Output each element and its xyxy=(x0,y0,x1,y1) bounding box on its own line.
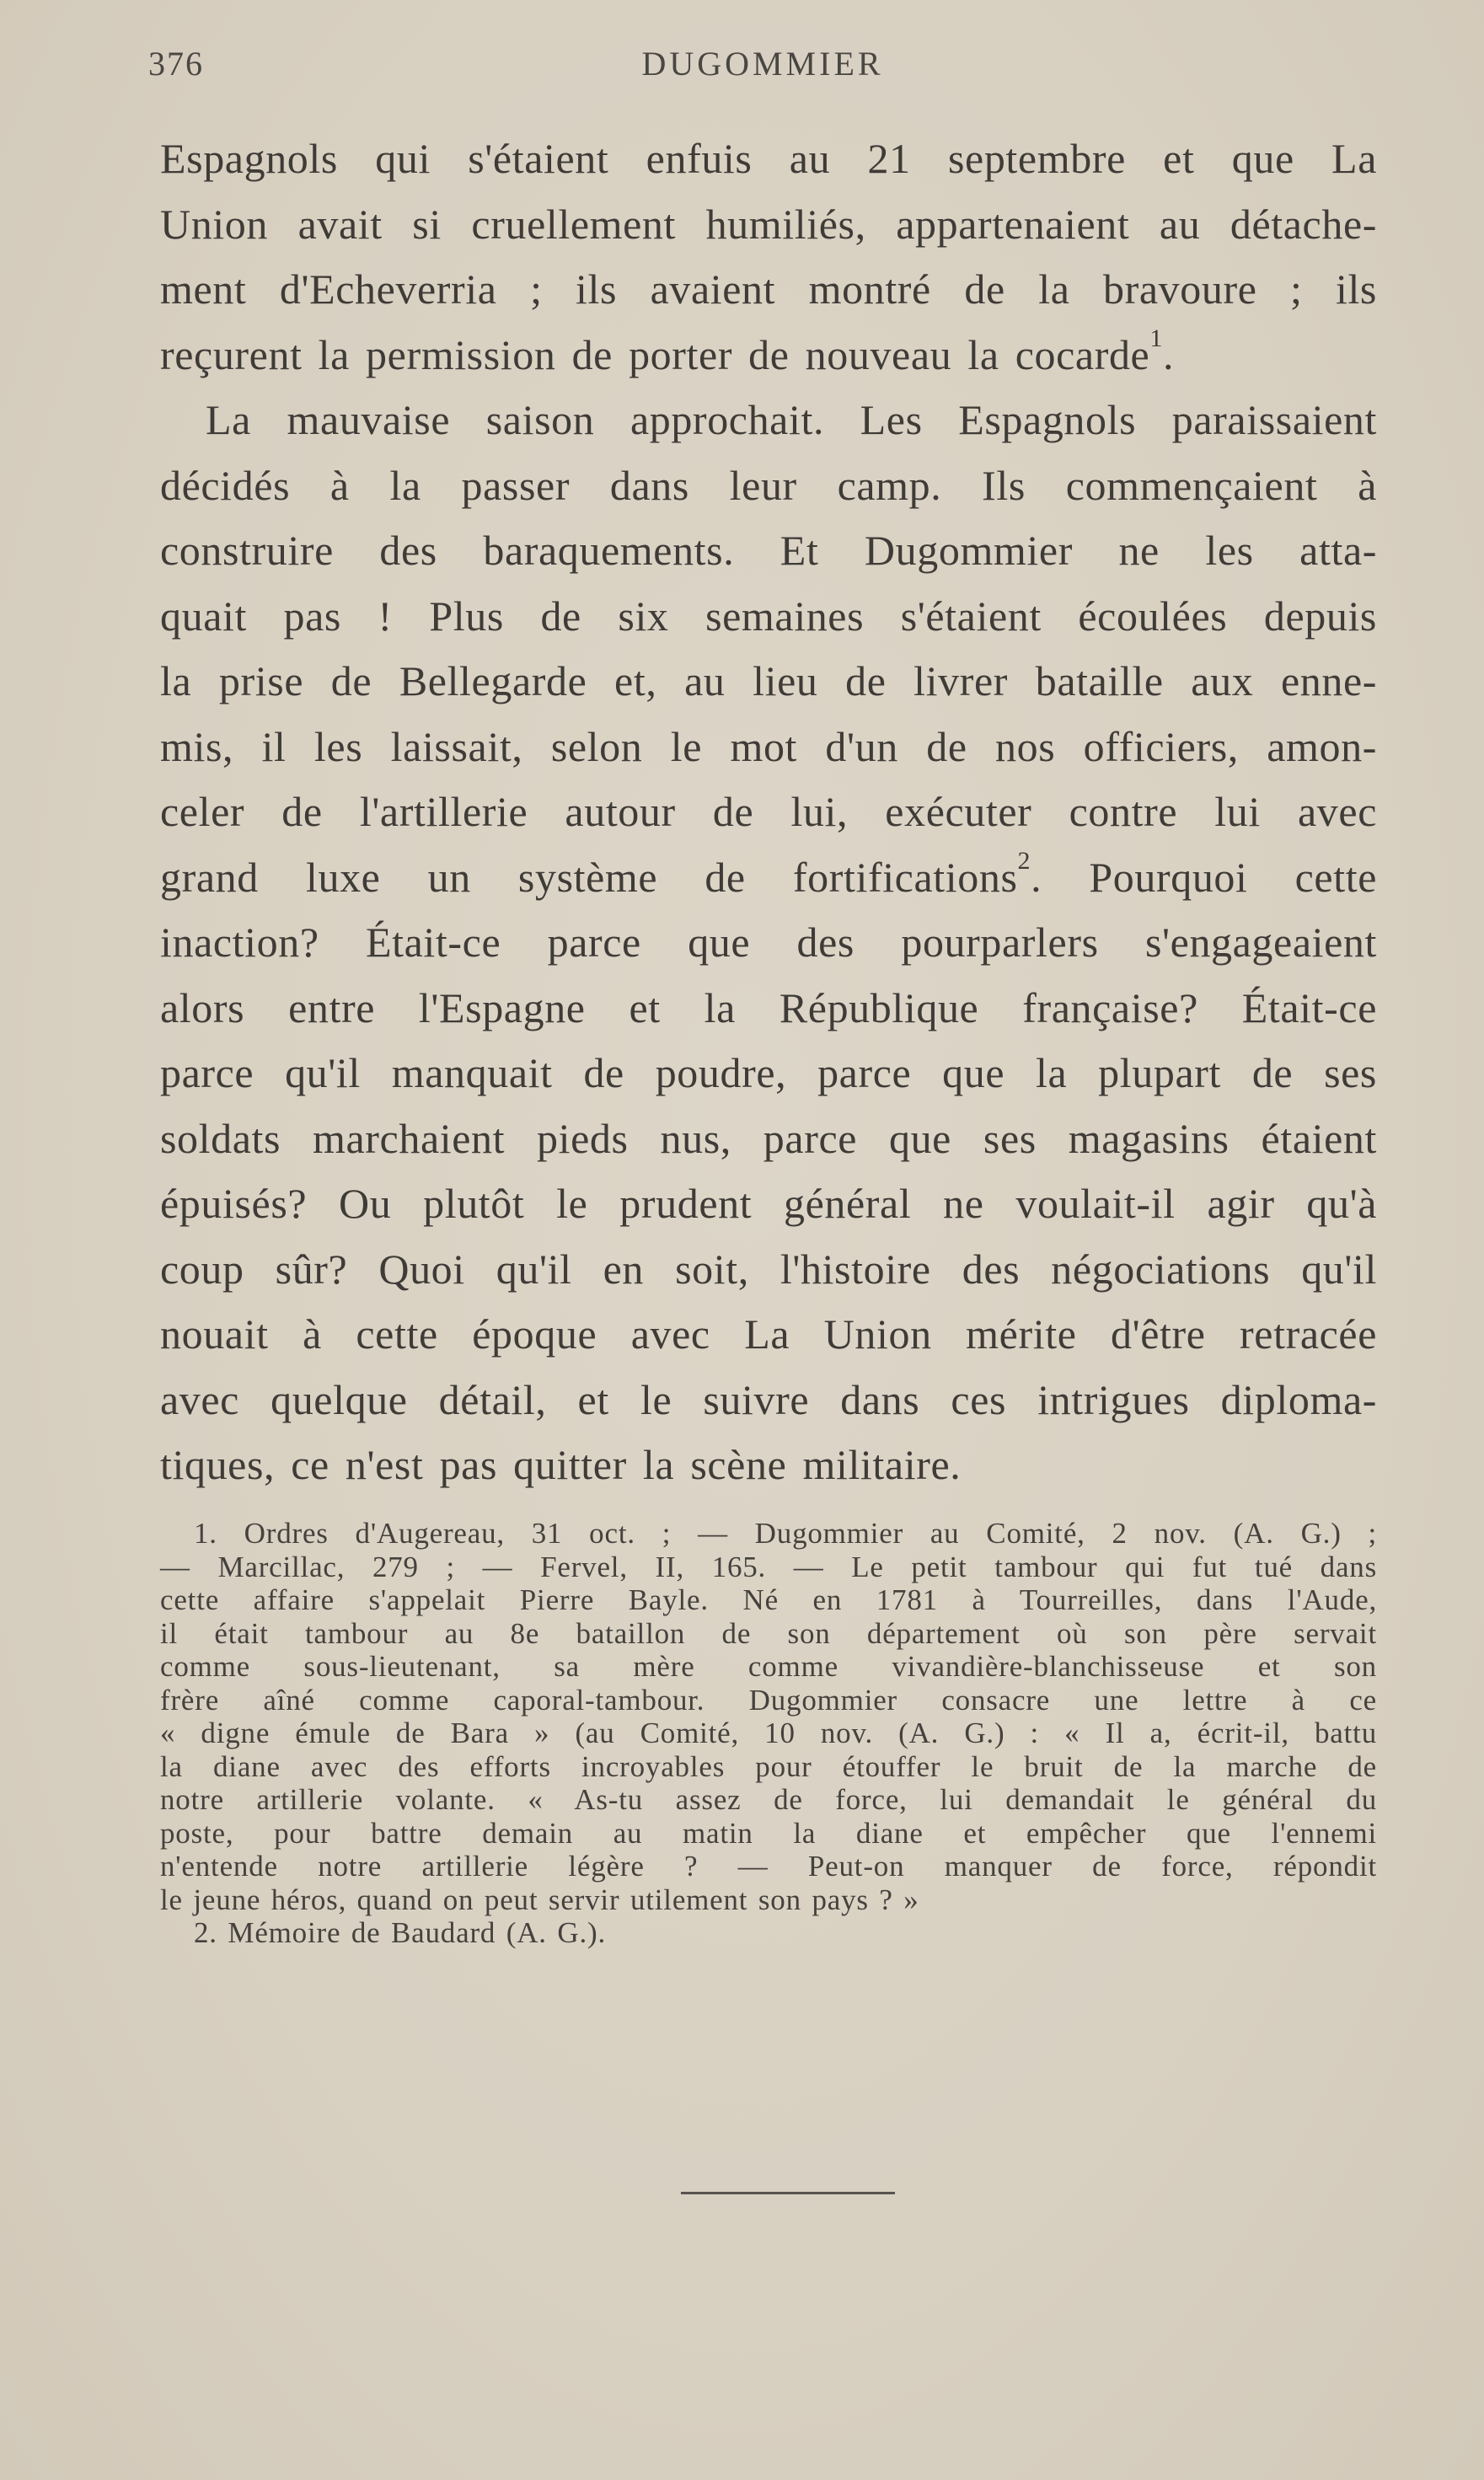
line-end-punctuation: . xyxy=(1162,330,1175,378)
footnote-ref-2: 2 xyxy=(1017,846,1031,875)
body-line: Union avait si cruellement humiliés, appartenaient au détache- xyxy=(160,200,1377,248)
body-line: tiques, ce n'est pas quitter la scène militaire. xyxy=(160,1441,962,1488)
footnote-line: poste, pour battre demain au matin la diane et empêcher que l'ennemi xyxy=(160,1816,1377,1850)
body-line: avec quelque détail, et le suivre dans ces intrigues diploma- xyxy=(160,1375,1377,1423)
body-line: inaction? Était-ce parce que des pourparlers s'engageaient xyxy=(160,919,1377,966)
footnote-line: comme sous-lieutenant, sa mère comme vivandière-blanchisseuse et son xyxy=(160,1650,1377,1683)
footnote-line: cette affaire s'appelait Pierre Bayle. Né en 1781 à Tourreilles, dans l'Aude, xyxy=(160,1583,1377,1616)
body-line: nouait à cette époque avec La Union mérite d'être retracée xyxy=(160,1310,1377,1358)
body-line: alors entre l'Espagne et la République française? Était-ce xyxy=(160,983,1377,1031)
body-line: Espagnols qui s'étaient enfuis au 21 septembre et que La xyxy=(160,135,1377,182)
body-line xyxy=(160,323,1377,388)
body-line: soldats marchaient pieds nus, parce que ses magasins étaient xyxy=(160,1114,1377,1162)
footnote-line: 1. Ordres d'Augereau, 31 oct. ; — Dugommier au Comité, 2 nov. (A. G.) ; xyxy=(194,1517,1377,1550)
footnote-line: la diane avec des efforts incroyables pour étouffer le bruit de la marche de xyxy=(160,1749,1377,1783)
footnote-line: n'entende notre artillerie légère ? — Peut-on manquer de force, répondit xyxy=(160,1850,1377,1883)
page-number: 376 xyxy=(148,45,204,83)
footnote-line: 2. Mémoire de Baudard (A. G.). xyxy=(194,1916,607,1949)
footnotes xyxy=(160,1517,1377,1950)
body-line-text: grand luxe un système de fortifications xyxy=(160,853,1018,901)
body-line: ment d'Echeverria ; ils avaient montré de la bravoure ; ils xyxy=(160,265,1377,313)
footnote-line: — Marcillac, 279 ; — Fervel, II, 165. — Le petit tambour qui fut tué dans xyxy=(160,1550,1377,1583)
footnote-line: notre artillerie volante. « As-tu assez de force, lui demandait le général du xyxy=(160,1783,1377,1816)
footnote-line: il était tambour au 8e bataillon de son département où son père servait xyxy=(160,1616,1377,1650)
body-line: mis, il les laissait, selon le mot d'un de nos officiers, amon- xyxy=(160,722,1377,770)
body-line: La mauvaise saison approchait. Les Espagnols paraissaient xyxy=(206,396,1377,443)
body-line: décidés à la passer dans leur camp. Ils commençaient à xyxy=(160,461,1377,509)
body-line: quait pas ! Plus de six semaines s'étaient écoulées depuis xyxy=(160,592,1377,640)
body-line: parce qu'il manquait de poudre, parce que la plupart de ses xyxy=(160,1049,1377,1096)
footnote-line: « digne émule de Bara » (au Comité, 10 nov. (A. G.) : « Il a, écrit-il, battu xyxy=(160,1717,1377,1749)
body-line: coup sûr? Quoi qu'il en soit, l'histoire des négociations qu'il xyxy=(160,1245,1377,1293)
footnote-line: frère aîné comme caporal-tambour. Dugommier consacre une lettre à ce xyxy=(160,1683,1377,1717)
body-line: celer de l'artillerie autour de lui, exécuter contre lui avec xyxy=(160,788,1377,835)
body-line: construire des baraquements. Et Dugommier ne les atta- xyxy=(160,527,1377,574)
body-line-text: reçurent la permission de porter de nouveau la cocarde xyxy=(160,330,1150,378)
line-end-text: . Pourquoi cette xyxy=(1031,853,1377,901)
footnote-line: le jeune héros, quand on peut servir utilement son pays ? » xyxy=(160,1883,919,1916)
body-line: épuisés? Ou plutôt le prudent général ne voulait-il agir qu'à xyxy=(160,1180,1377,1227)
running-title: DUGOMMIER xyxy=(641,45,884,83)
running-head xyxy=(148,44,1377,94)
end-rule xyxy=(681,2192,895,2194)
footnote-ref-1: 1 xyxy=(1149,324,1163,352)
body-paragraphs xyxy=(160,126,1377,1498)
body-line xyxy=(160,845,1377,911)
body-line: la prise de Bellegarde et, au lieu de livrer bataille aux enne- xyxy=(160,657,1377,704)
